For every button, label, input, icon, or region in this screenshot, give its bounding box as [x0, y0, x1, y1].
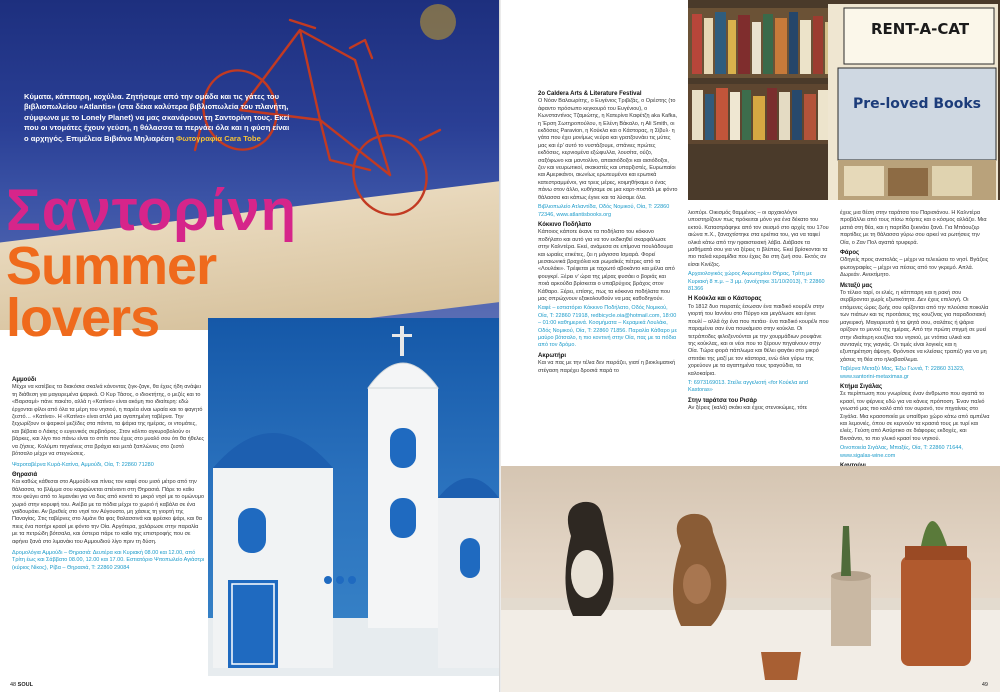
section-body-ammoudi: Μέχρι να κατέβεις τα διακόσια σκαλιά κάνοντας ζιγκ-ζαγκ, θα έχεις ήδη ανάψει τη διάθεση για μαγειρεμένα ψαρικά. Ο Κυρ Τάσος, ο ιδιοκτήτης, ο μεζές και το «Βαρσαμί» πάνε πακέτο, αλλά η «Κατίνα» είναι ακόμη πιο ιδιαίτερη: εδώ έρχονται φίλοι από όλα τα μέρη του νησιού, η παρέα είναι ωραία και το φαγητό ζεστό… «Κατίνα». Η «Κατίνα» είναι απλά μια αγαπημένη ταβέρνα. Την ξεχωρίζουν οι ψαρικοί μεζέδες στα πάντα, τα ψάρια της ημέρας, οι ντομάτες, και βέβαια ο Λάκης ο ευγενικός σερβιτόρος. Στον κόλπο αγκυροβολούν οι βάρκες, και λίγο πιο πάνω είναι το σπίτι που έχεις στο μυαλό σου ότι θα ήθελες να ζήσεις. Κολύμπι πηγαίνεις στα βράχια και μετά ξαπλώνεις στο ζεστό βότσαλο μέχρι να στεγνώσεις. [12, 384, 205, 458]
body-risar-terrace: Αν ξέρεις (καλά) σκάκι και έχεις στενοκώμες, τότε [688, 405, 808, 412]
body-caldera-festival: Ο Νόαν Βαλαωρίτης, ο Ευγένιος Τριβιζάς, ο Ορέστης (το άφαντο πρόσωπο κεγκουρό του Ευγένιου), ο Κωνσταντίνος Τζαμιώτης, η Κατερίνα Καφέτζη aka Kafka, η Έρση Σωτηροπούλου, η Ελένη Βάκαλο, η Ali Smith, οι εκδόσεις Paravion, η Κούκλα και ο Κάστορας, η Σίβυλ· η γάτα που έχει μονίμως νεύρα και γρατζουνάει τις μύτες μας και έρ' αυτό το νυστάζουμε, σπάνιες πρώτες εκδόσεις, κερνιομένα εξώφυλλα, λουσίτα, ούζο, σαξόφωνο και μαντολίνο, απαισιόδοξοι και αισιόδοξοι, ζεν και νευρωτικοί, σκακιστές και υπαρξιστές, Ευρωπαίοι και Αμερικάνοι, αιωνίως ερωτευμένοι και ερωτικά κατεστραμμένοι, για τρεις μέρες, κοιμηθήκαμε ο ένας πάνω στον άλλο, κυθήσαμε σε μια καρτ-ποστάλ με φόντο θάλασσα και κάπως έγινε και τα λύσαμε όλα. [538, 98, 678, 201]
address-red-bicycle: Καφέ – εστιατόριο Κόκκινο Ποδήλατο, Οδός Νομικού, Οία, Τ: 22860 71918, redbicycle.oia@hotmail.com, 18:00 – 01:00 καθημερινά. Κοσμήματα – Κεραμικά Λουλάκι, Οδός Νομικού, Οία, Τ: 22860 71856. Παραλία Κάθαρο με μαύρο βότσαλο, η πιο κοντινή στην Οία, πας με τα πόδια από τον δρόμο. [538, 305, 677, 349]
address-sigalas: Οινοποιεία Σιγάλας, Μπαξές, Οία, Τ: 22860 71644, www.sigalas-wine.com [840, 445, 963, 459]
dogs-terrace-photo [501, 466, 1000, 692]
body-faros: Οδηγείς προς ανατολάς – μέχρι να τελειώσει το νησί. Βγάζεις φωτογραφίες – μέχρι να πέσεις από τον γκρεμό. Απλά. Δωρεάν. Ανεκτίμητο. [840, 257, 989, 279]
body-ktima-sigalas: Σε περίπτωση που γνωρίσεις έναν άνθρωπο που αγαπά το κρασί, τον φέρνεις εδώ για να κάνεις πρόποση. Έναν παλιό γνωστό μας πιο καλό από τον ουρανό, τον πηγαίνεις στο Σιγάλα. Μια κρασοποιία με υπαίθριο χώρο κάτω από αμπέλια και λεμονιές, όπου σε κερνούν τα κρασιά τους με τυρί και ελιές. Γεύση από Ασύρτικο σε διάφορες εκδοχές, και Βινσάντο, το πιο γλυκό κρασί του νησιού. [840, 391, 990, 442]
page-number-left: 48 [10, 682, 17, 688]
heading-caldera-festival: 2ο Caldera Arts & Literature Festival [538, 91, 642, 97]
body-akrotiri: Και να πας με την τέλια δεν πειράζει, γιατί η βιοκλιματική στέγαση παρέχει δροσιά παρά το [538, 360, 676, 374]
address-thirasia: Δρομολόγια Αμμούδι – Θηρασιά: Δευτέρα και Κυριακή 08.00 και 12.00, από Τρίτη έως και Σάββατο 08.00, 12.00 και 17.00. Εστιατόριο Ψιτοπωλείο Αγιάστρι (κύριος Νίκος), Ρίβα – Θηρασιά, Τ: 22860 29084 [12, 549, 205, 571]
title-lovers: lovers [6, 288, 160, 348]
heading-risar-terrace: Στην ταράτσα του Ρισάρ [688, 397, 757, 404]
heading-red-bicycle: Κόκκινο Ποδήλατο [538, 221, 592, 228]
two-dogs-on-terrace [501, 466, 1000, 692]
magazine-brand: SOUL [17, 682, 33, 688]
address-metaxy-mas: Ταβέρνα Μεταξύ Μας, Έξω Γωνιά, Τ: 22860 31323, www.santorini-metaximas.gr [840, 366, 965, 380]
address-ammoudi: Ψαροταβέρνα Κυρά-Κατίνα, Αμμούδι, Οία, Τ: 22860 71280 [12, 462, 154, 469]
body-red-bicycle: Κάποιος κάποτε έκανε τα ποδήλατο του κόκκινο ποδήλατο και αυτό για να τον εκδικηθεί σκαρφάλωσε στην Καλντέρα. Εκεί, ανάμεσα σε επίμονα πουλάδουμα και ωραίες ετικέτες, ζει η μάγισσα Ισμαρά. Φορεί μεσαιωνικά βραχιόλια και ρωμαϊκές πέτρες από τα «Λουλάκι». Τρέφεται με ταχιωτό αβοκάντο και μέλια από φουγκρί. Ξέρει ν' ώρα της μέρας φυσάει ο βοριάς και ποιά αρκούδα βρίσκεται ο υπαβρύχιος βράχος στον Κάθαρο. Ξέρει, επίσης, πως τα κόκκινα ποδήλατα που μας σπρώχνουν εξακολουθούν να μας καθοδηγούν. [538, 229, 675, 302]
heading-koukla-kastoras: Η Κούκλα και ο Κάστορας [688, 296, 762, 303]
church-photo [208, 318, 499, 676]
heading-metaxy-mas: Μεταξύ μας [840, 282, 873, 289]
bookshop-photo [688, 0, 1000, 200]
heading-akrotiri: Ακρωτήρι [538, 352, 567, 359]
preloved-books-sign: Pre-loved Books [853, 96, 981, 112]
address-atlantis-books: Βιβλιοπωλείο Ατλαντίδα, Οδός Νομικού, Οία, Τ: 22860 72346, www.atlantisbooks.org [538, 204, 670, 218]
photo-name: Cara Tobe [224, 133, 261, 143]
heading-faros: Φάρος [840, 250, 860, 257]
blue-dome-church [208, 318, 499, 676]
credit-label: Επιμέλεια [66, 133, 102, 143]
right-column-1 [538, 88, 678, 377]
section-heading-thirasia: Θηρασιά [12, 471, 38, 478]
body-risar-cont: έχεις μια θέση στην ταράτσα του Παρισιάνου. Η Καλντέρα προβάλλει από τους πίσω πόρτες και ο κόσμος αλλάζει. Μια ματιά στη θέα, και η παρτίδα ξεκινάει ξανά. Για Μπάουζερ παρτίδες με τη θάλασσα γύρω σου αρκεί να ρωτήσεις την Οία, ο Ζαν Πολ αγαπά τρυφερά. [840, 210, 987, 246]
intro-paragraph [24, 92, 292, 144]
body-akrotiri-cont: λιοπύρι. Οικισμός θαμμένος – οι αρχαιολόγοι υποστηρίζουν πως πρόκειται μόνο για ένα δέκατο του εκτού. Καταστράφηκε από τον σεισμό στο αρχές του 17ου αιώνα π.Χ., ξαναχτίστηκε στα ερείπια του, για να ταφεί ολικά κάτω από την ηφαιστειακή λάβα. Διάβασε τα μαθήματά σου για να ξέρεις τι βλέπεις. Εκεί βρίσκονται τα πιο παλιά κεραμίδια που έχεις δει στη ζωή σου. Εκτός αν είσαι Κινέζος. [688, 210, 829, 268]
bookshelves-and-signs [688, 0, 1000, 200]
photo-label: Φωτογραφία [176, 133, 223, 143]
title-santorini: Σαντορίνη [6, 178, 298, 243]
address-akrotiri: Αρχαιολογικός χώρος Ακρωτηρίου Θήρας, Τρίτη με Κυριακή 8 π.μ. – 3 μμ. (ανοίχτηκε 31/10/2013), Τ: 22860 81366 [688, 271, 825, 293]
credit-name: Βιβιάνα Μηλιαρέση [103, 133, 174, 143]
left-text-column [12, 375, 205, 574]
sun-shape [420, 4, 456, 40]
right-column-2 [688, 210, 830, 415]
section-heading-ammoudi: Αμμούδι [12, 377, 37, 383]
section-body-thirasia: Και καθώς κάθεσαι στο Αμμούδι και πίνεις τον καφέ σου μισό μέτρο από την θάλασσα, το βλέμμα σου καρφώνεται απέναντι στη Θηρασιά. Πάρε το καΐκι που φεύγει από το λιμανάκι για να δεις από κοντά το μικρό νησί με το ομώνυμο χωριό στην κορυφή του. Ανέβα με τα πόδια μέχρι το χωριό ή καβάλα σε ένα γαϊδουράκι. Αν βρεθείς στο νησί τον Αύγουστο, μη χάσεις τη γιορτή της Παναγίας. Στις ταβέρνες στο λιμάνι θα φας θαλασσινά και φρέσκο ψάρι, και θα πιεις ένα ποτήρι κρασί με φόντο την Οία. Αργότερα, χαλάρωσε στην παραλία με τα πετρώδη βότσαλα, και ύστερα πάρε το καΐκι της επιστροφής που σε αφήνει ξανά στο λιμανάκι του Αμμουδιού λίγο πριν τη δύση. [12, 479, 205, 545]
body-koukla-kastoras: Το 1812 δυο πειρατές έσωσαν ένα παιδικό κουρέλι στην γιορτή του Ιαννίου στο Πύργο και μεγάλωσε και έγινε πουλί – αλλά όχι ένα που πετάει· ένα παιδικό κουρέλι που παραμένει σαν ένα πουκάμισο στην κούκλα. Οι τετράποδες φιλοξενούνται με την χουρμάδιων ρουφάνε της κούκλας, και οι νέοι που το ξέρουν πηγαίνουν στην Οία. Τώρα φορά πάπλωμα και θέλει φαγάκι στο μικρό σπιτάκι της μαζί με τον κάστορα, ενώ όλοι γύρω της χορεύουν με τα αγαπημένα τους τραγούδια, τα καλοκαίρια. [688, 303, 829, 377]
title-summer: Summer [6, 236, 217, 296]
body-metaxy-mas: Το τέλειο ταρί, οι ελιές, η κάππαρη και η ρακή σου σερβίρονται χωρίς εξωτικότητα. Δεν έχεις επιλογή. Οι επόμενες ώρες ζωής σου ορίζονται από την πλούσια ποικιλία των πιάτων και τις προτάσεις της κουζίνας για παραδοσιακή μαγειρική. Μαγειρευτά ή τα ψητά σου, σαλάτες ή ψάρια ορίζουν το μενού της ημέρας. Από την πρώτη στιγμή σε μυεί στην ιδιαίτερη κουζίνα του νησιού, με ντόπια υλικά και συνταγές της γιαγιάς. Οι τιμές είναι λογικές και η εξυπηρέτηση άψογη. Φρόντισε να κλείσεις τραπέζι για να μη χάσεις τη θέα στο ηλιοβασίλεμα. [840, 290, 989, 363]
heading-ktima-sigalas: Κτήμα Σιγάλας [840, 383, 883, 390]
address-koukla-kastoras: Τ: 6973169013. Στείλε αγγελιοτή «for Κούκλα and Kastoras» [688, 379, 808, 394]
folio-right: 49 [981, 682, 988, 688]
folio-left [10, 682, 33, 688]
rent-a-cat-sign: RENT-A-CAT [870, 20, 970, 38]
intro-text: Κύματα, κάππαρη, κοχύλια. Ζητήσαμε από την ομάδα και τις γάτες του βιβλιοπωλείου «Atlantis» (στα δέκα καλύτερα βιβλιοπωλεία του πλανήτη, σύμφωνα με το Lonely Planet) να μας σκανάρουν τη Σαντορίνη τους. Εκεί που οι ντομάτες έχουν γεύση, η θάλασσα τα περνάει όλα και η φύση είναι ο αρχηγός. [24, 92, 290, 143]
